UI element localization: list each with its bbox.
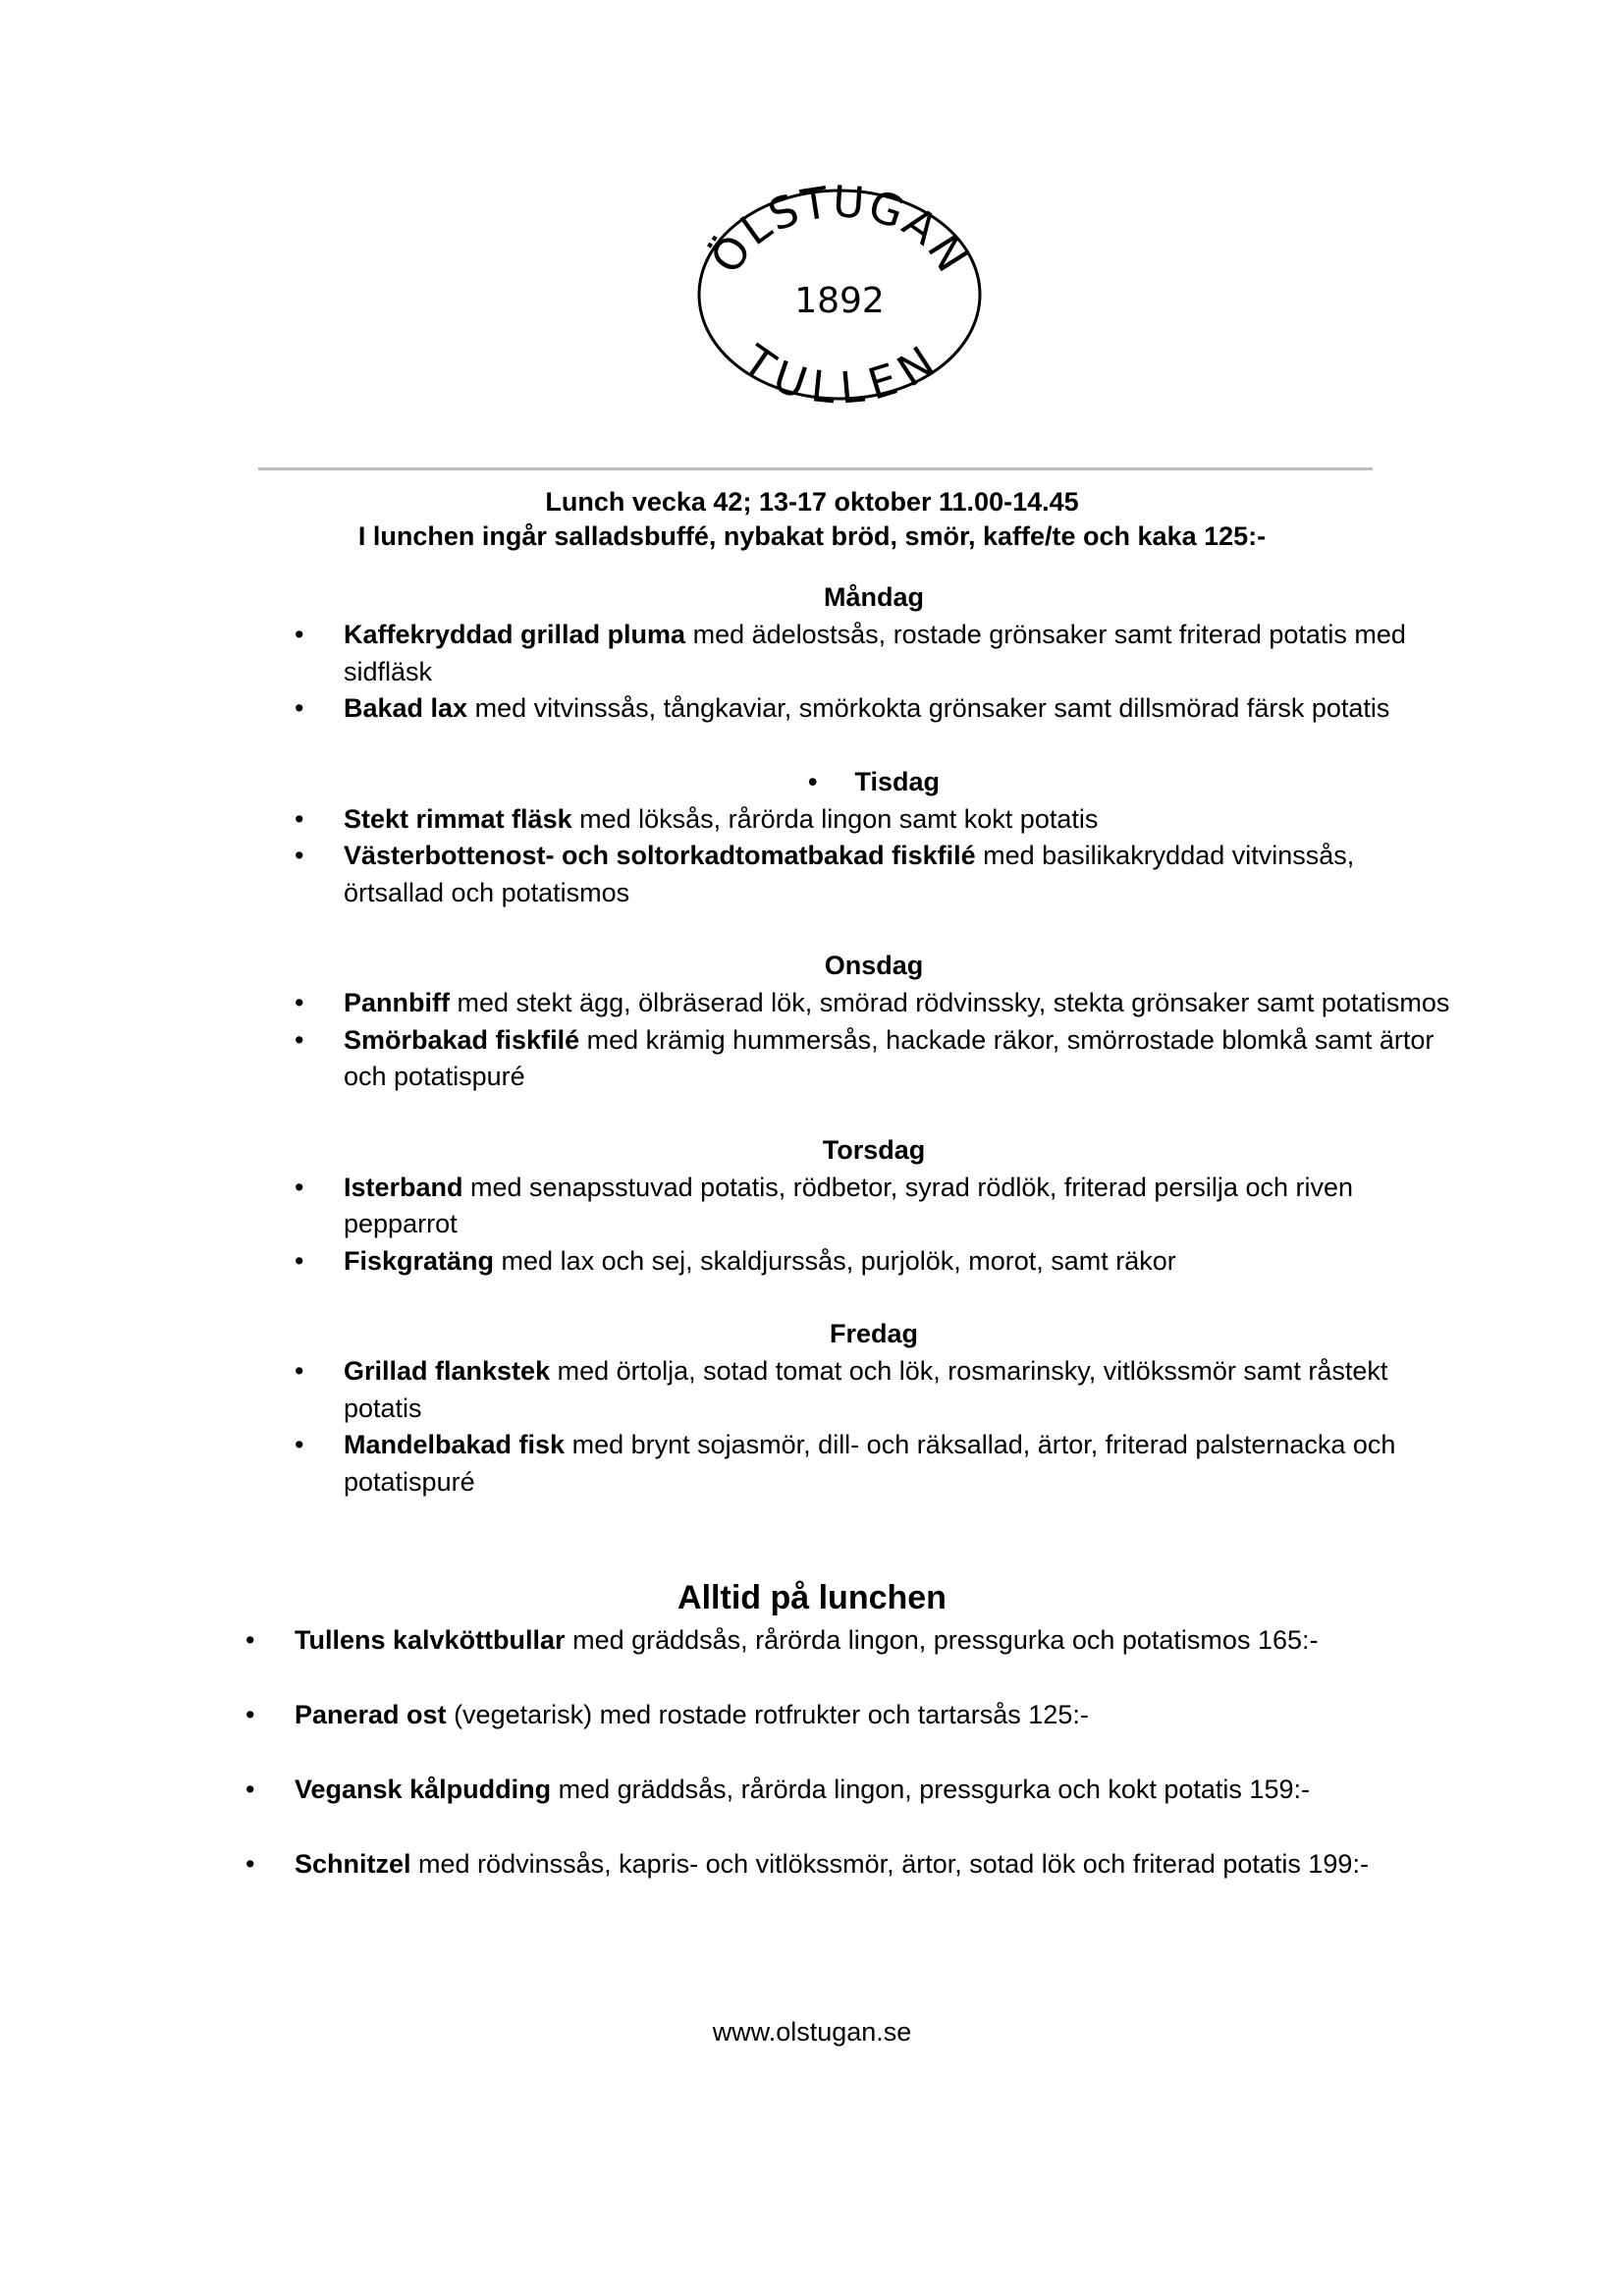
day-heading: Torsdag <box>822 1134 926 1165</box>
dish-name: Grillad flankstek <box>344 1356 551 1386</box>
bullet-icon: • <box>295 1430 304 1459</box>
day-wednesday <box>295 948 1453 1096</box>
dish-name: Panerad ost <box>295 1700 447 1729</box>
list-item <box>295 1243 1453 1281</box>
bullet-icon: • <box>295 620 304 649</box>
day-heading: Fredag <box>829 1319 919 1348</box>
dish-name: Bakad lax <box>344 693 468 723</box>
logo-top-text: ÖLSTUGAN <box>701 177 978 283</box>
dish-description: med basilikakryddad vitvinssås, örtsallad och potatismos <box>344 841 1355 907</box>
bullet-icon: • <box>295 1356 304 1386</box>
dish-name: Isterband <box>344 1172 463 1202</box>
dish-name: Kaffekryddad grillad pluma <box>344 620 686 649</box>
olstugan-logo <box>687 177 992 412</box>
website-link[interactable]: www.olstugan.se <box>712 2017 912 2047</box>
day-heading: Måndag <box>823 582 924 612</box>
dish-name: Vegansk kålpudding <box>295 1775 552 1804</box>
logo-year: 1892 <box>794 281 885 321</box>
weekly-menu <box>295 579 1453 1501</box>
day-friday <box>295 1316 1453 1501</box>
day-thursday <box>295 1132 1453 1281</box>
day-monday <box>295 579 1453 728</box>
dish-name: Västerbottenost- och soltorkadtomatbakad fiskfilé <box>344 841 976 870</box>
dish-description: med krämig hummersås, hackade räkor, smörrostade blomkå samt ärtor och potatispuré <box>344 1024 1435 1091</box>
list-item <box>245 1697 1522 1733</box>
bullet-icon: • <box>245 1775 255 1804</box>
day-tuesday <box>295 764 1453 912</box>
dish-name: Schnitzel <box>295 1849 411 1879</box>
list-item <box>295 1022 1453 1096</box>
bullet-icon: • <box>245 1625 255 1655</box>
dish-description: med vitvinssås, tångkaviar, smörkokta grönsaker samt dillsmörad färsk potatis <box>467 693 1390 723</box>
list-item <box>295 690 1453 728</box>
dish-name: Pannbiff <box>344 988 450 1017</box>
bullet-icon: • <box>245 1700 255 1729</box>
always-on-lunch-list <box>245 1622 1522 1921</box>
dish-name: Stekt rimmat fläsk <box>344 803 572 834</box>
day-heading <box>295 764 1453 801</box>
day-heading: Onsdag <box>824 951 924 980</box>
bullet-icon: • <box>295 988 304 1017</box>
list-item <box>295 1353 1453 1427</box>
dish-name: Tullens kalvköttbullar <box>295 1625 566 1655</box>
list-item <box>295 838 1453 911</box>
bullet-icon: • <box>295 841 304 870</box>
list-item <box>295 801 1453 839</box>
dish-name: Fiskgratäng <box>344 1245 495 1276</box>
dish-name: Smörbakad fiskfilé <box>344 1024 580 1055</box>
lunch-includes-line: I lunchen ingår salladsbuffé, nybakat bröd, smör, kaffe/te och kaka 125:- <box>357 521 1267 551</box>
lunch-week-title: Lunch vecka 42; 13-17 oktober 11.00-14.45 <box>545 487 1079 517</box>
day-heading-label: Tisdag <box>854 766 940 796</box>
bullet-icon: • <box>295 1172 304 1202</box>
dish-description: med ädelostsås, rostade grönsaker samt friterad potatis med sidfläsk <box>344 620 1406 686</box>
dish-description: med rödvinssås, kapris- och vitlökssmör, ärtor, sotad lök och friterad potatis 199:- <box>410 1849 1369 1879</box>
bullet-icon: • <box>295 1245 304 1276</box>
svg-text:ÖLSTUGAN <box>700 177 977 282</box>
svg-text:TULLEN <box>732 336 946 412</box>
bullet-icon: • <box>808 766 818 796</box>
always-on-lunch-title: Alltid på lunchen <box>677 1579 947 1616</box>
dish-description: med lax och sej, skaldjurssås, purjolök, morot, samt räkor <box>494 1245 1176 1276</box>
dish-description: med gräddsås, rårörda lingon, pressgurka och kokt potatis 159:- <box>551 1775 1310 1804</box>
dish-description: med gräddsås, rårörda lingon, pressgurka och potatismos 165:- <box>565 1625 1319 1655</box>
list-item <box>245 1846 1522 1883</box>
logo-bottom-text: TULLEN <box>732 336 946 412</box>
list-item <box>295 985 1453 1022</box>
dish-description: med brynt sojasmör, dill- och räksallad, ärtor, friterad palsternacka och potatispuré <box>344 1430 1396 1497</box>
dish-description: med löksås, rårörda lingon samt kokt potatis <box>571 803 1099 834</box>
dish-name: Mandelbakad fisk <box>344 1430 566 1459</box>
bullet-icon: • <box>295 1024 304 1055</box>
menu-header <box>0 485 1624 554</box>
dish-description: (vegetarisk) med rostade rotfrukter och tartarsås 125:- <box>446 1700 1089 1729</box>
dish-description: med örtolja, sotad tomat och lök, rosmarinsky, vitlökssmör samt råstekt potatis <box>344 1356 1388 1423</box>
header-divider <box>258 467 1373 470</box>
list-item <box>295 1427 1453 1501</box>
bullet-icon: • <box>245 1849 255 1879</box>
dish-description: med stekt ägg, ölbräserad lök, smörad rödvinssky, stekta grönsaker samt potatismos <box>450 988 1450 1017</box>
list-item <box>295 617 1453 690</box>
dish-description: med senapsstuvad potatis, rödbetor, syrad rödlök, friterad persilja och riven pepparrot <box>344 1172 1353 1238</box>
bullet-icon: • <box>295 803 304 834</box>
bullet-icon: • <box>295 693 304 723</box>
list-item <box>295 1170 1453 1243</box>
list-item <box>245 1772 1522 1808</box>
list-item <box>245 1622 1522 1659</box>
